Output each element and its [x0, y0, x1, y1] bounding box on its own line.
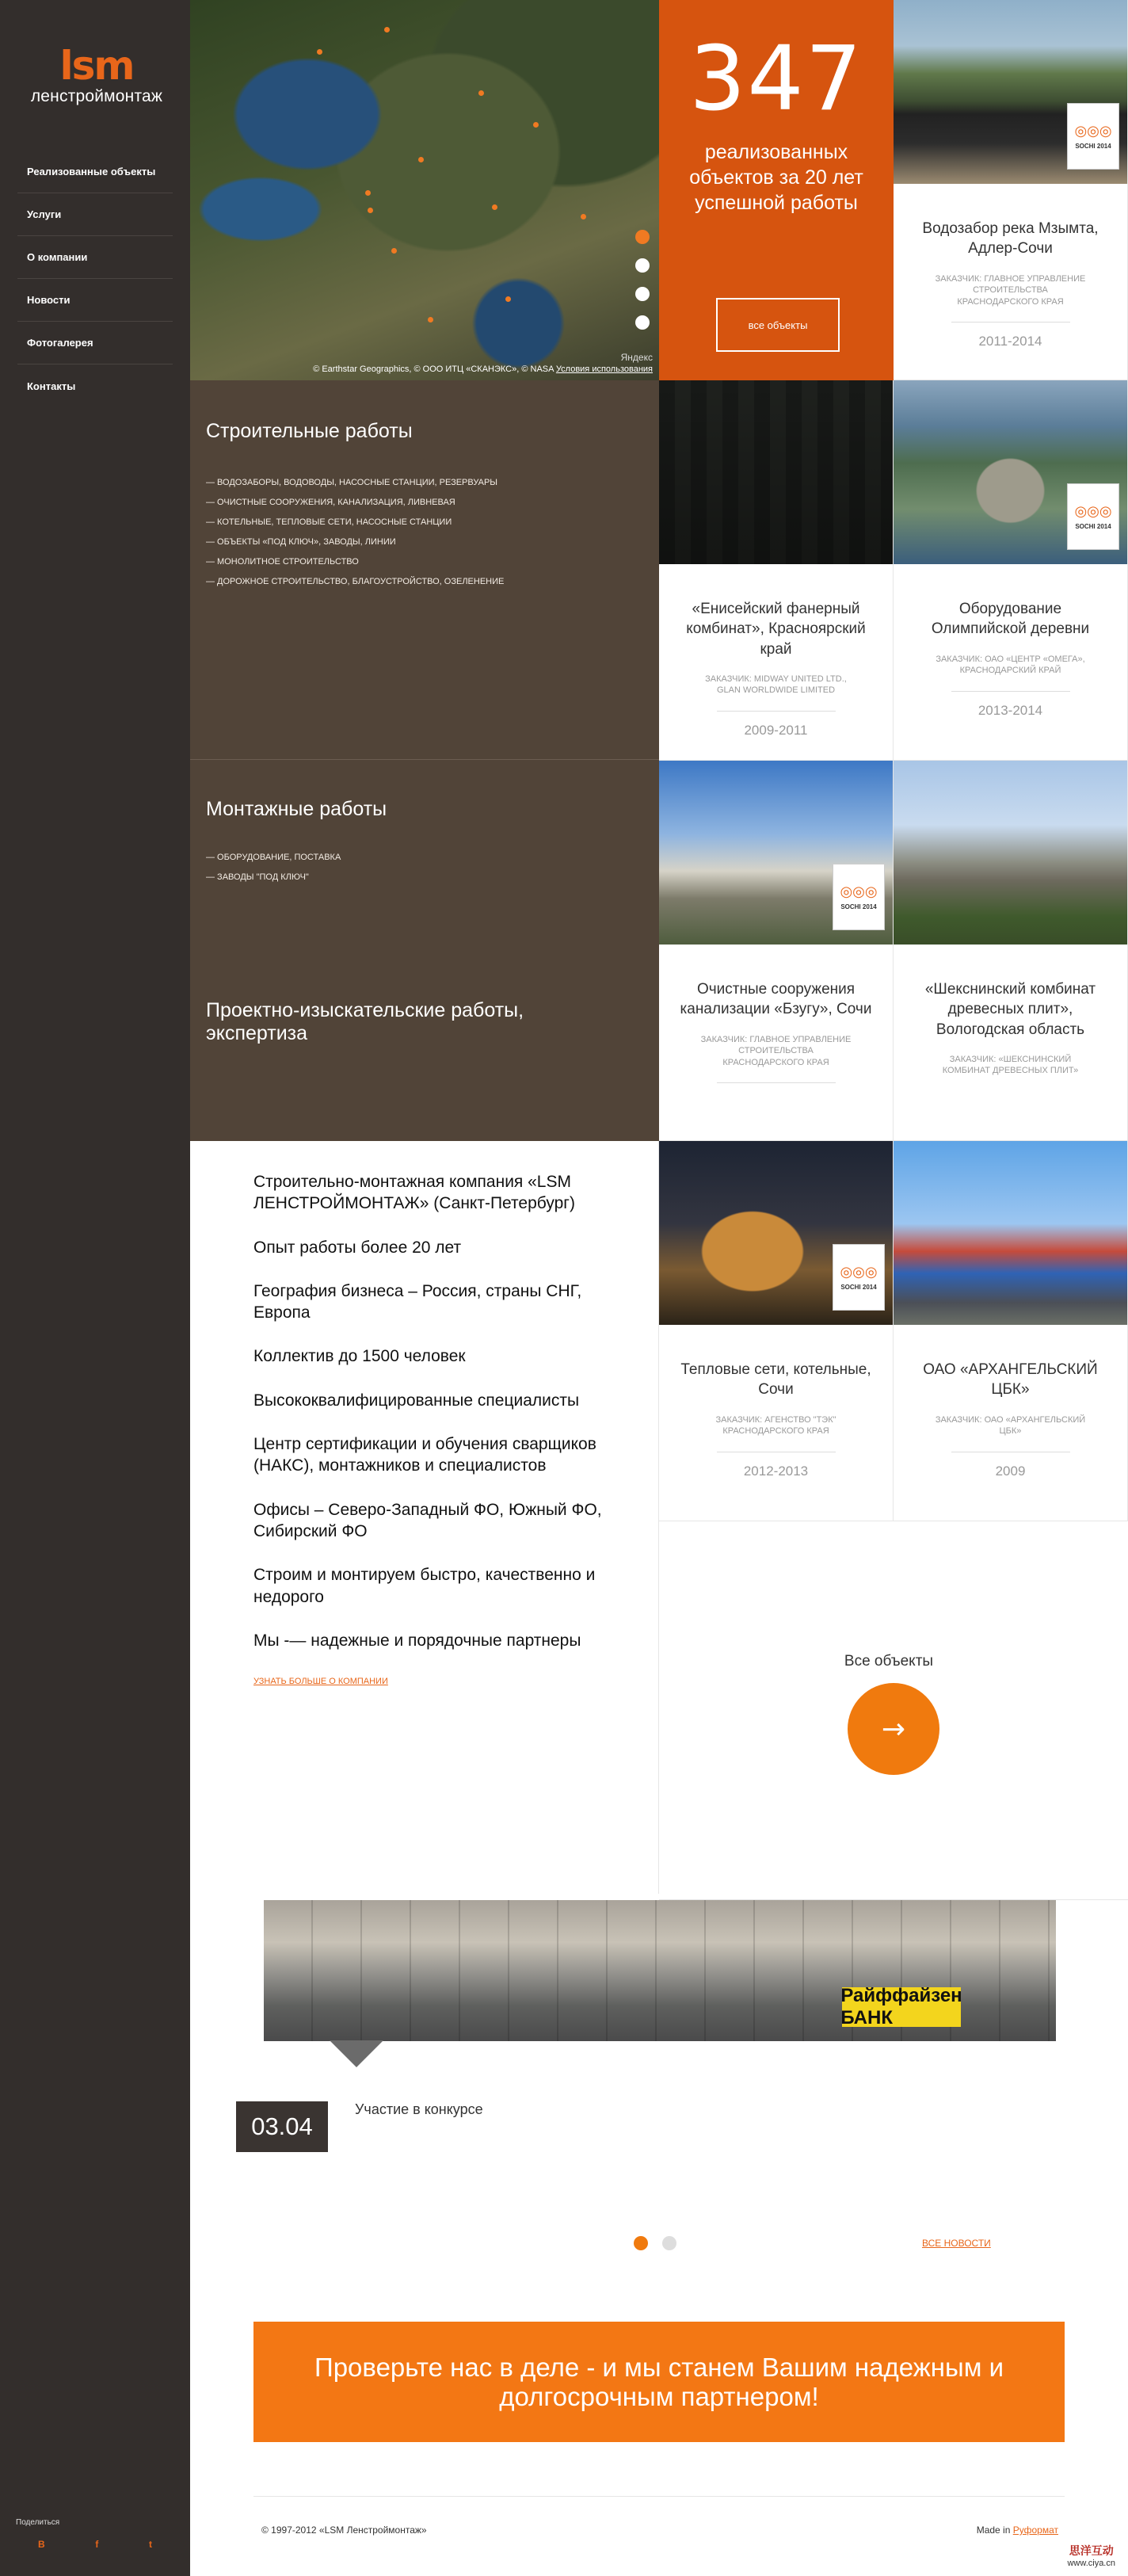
project-client: ЗАКАЗЧИК: ОАО «АРХАНГЕЛЬСКИЙ ЦБК» — [935, 1414, 1086, 1437]
about-paragraph: Центр сертификации и обучения сварщиков (НАКС), монтажников и специалистов — [253, 1435, 596, 1475]
project-card[interactable] — [894, 761, 1128, 1141]
slider-dot[interactable] — [635, 230, 650, 244]
nav-item-services[interactable] — [17, 193, 173, 236]
map-marker[interactable] — [317, 49, 322, 55]
watermark-text: 思洋互动 — [1069, 2544, 1114, 2557]
share-icons — [16, 2539, 174, 2550]
sochi-2014-logo — [833, 1244, 885, 1311]
counter-number: 347 — [689, 28, 863, 131]
projects-map[interactable] — [190, 0, 659, 380]
divider — [717, 711, 836, 712]
service-item: — ДОРОЖНОЕ СТРОИТЕЛЬСТВО, БЛАГОУСТРОЙСТВО, ОЗЕЛЕНЕНИЕ — [206, 577, 505, 586]
project-photo — [659, 1141, 893, 1325]
about-paragraph: Высококвалифицированные специалисты — [253, 1391, 580, 1410]
project-client: ЗАКАЗЧИК: «ШЕКСНИНСКИЙ КОМБИНАТ ДРЕВЕСНЫХ ПЛИТ» — [942, 1054, 1079, 1076]
project-photo — [894, 0, 1127, 184]
about-paragraph: Строительно-монтажная компания «LSM ЛЕНСТРОЙМОНТАЖ» (Санкт-Петербург) — [253, 1173, 575, 1213]
construction-services[interactable] — [190, 380, 659, 759]
made-in — [977, 2524, 1058, 2536]
project-title: «Енисейский фанерный комбинат», Красноярский край — [686, 601, 866, 658]
map-marker[interactable] — [533, 122, 539, 128]
about-paragraph: Мы -— надежные и порядочные партнеры — [253, 1631, 581, 1650]
map-marker[interactable] — [428, 317, 433, 322]
project-client: ЗАКАЗЧИК: ГЛАВНОЕ УПРАВЛЕНИЕ СТРОИТЕЛЬСТВА КРАСНОДАРСКОГО КРАЯ — [700, 1034, 852, 1067]
project-years: 2012-2013 — [743, 1463, 809, 1479]
sochi-badge-text: SOCHI 2014 — [1075, 142, 1111, 150]
service-list — [206, 848, 659, 887]
map-credit — [313, 364, 653, 374]
service-item: — ОБОРУДОВАНИЕ, ПОСТАВКА — [206, 853, 341, 862]
news-pagination — [634, 2236, 691, 2250]
project-title: Оборудование Олимпийской деревни — [931, 601, 1090, 638]
divider — [951, 691, 1070, 692]
news-pointer — [330, 2040, 383, 2067]
map-marker[interactable] — [368, 208, 373, 213]
project-years: 2011-2014 — [978, 334, 1042, 349]
about-paragraph: Опыт работы более 20 лет — [253, 1238, 462, 1257]
service-title: Монтажные работы — [206, 798, 387, 820]
news-dot[interactable] — [634, 2236, 648, 2250]
sochi-badge-text: SOCHI 2014 — [840, 1283, 877, 1291]
project-title: Тепловые сети, котельные, Сочи — [680, 1361, 871, 1399]
slider-dots — [635, 230, 654, 344]
sochi-badge-text: SOCHI 2014 — [840, 903, 877, 910]
nav-label: Фотогалерея — [27, 337, 93, 349]
cta-banner: Проверьте нас в деле - и мы станем Вашим надежным и долгосрочным партнером! — [253, 2322, 1065, 2442]
nav-label: Реализованные объекты — [27, 166, 156, 177]
project-client: ЗАКАЗЧИК: ГЛАВНОЕ УПРАВЛЕНИЕ СТРОИТЕЛЬСТВА КРАСНОДАРСКОГО КРАЯ — [935, 273, 1086, 307]
slider-dot[interactable] — [635, 315, 650, 330]
project-photo — [659, 761, 893, 945]
project-card[interactable] — [894, 380, 1128, 761]
project-client: ЗАКАЗЧИК: ОАО «ЦЕНТР «ОМЕГА», КРАСНОДАРСКИЙ КРАЙ — [936, 654, 1085, 676]
nav-label: Услуги — [27, 208, 62, 220]
map-marker[interactable] — [505, 296, 511, 302]
project-card[interactable] — [659, 1141, 894, 1521]
olympic-rings-icon: ◎◎◎ — [840, 883, 878, 899]
project-client: ЗАКАЗЧИК: MIDWAY UNITED LTD., GLAN WORLDWIDE LIMITED — [705, 674, 847, 696]
project-card[interactable] — [659, 380, 894, 761]
sidebar — [0, 0, 190, 2576]
sochi-2014-logo — [1067, 483, 1119, 550]
slider-dot[interactable] — [635, 258, 650, 273]
project-years: 2009 — [995, 1463, 1026, 1479]
counter-text: реализованных объектов за 20 лет успешной работы — [689, 141, 863, 214]
all-objects-button[interactable]: все объекты — [716, 298, 840, 352]
service-item: — ВОДОЗАБОРЫ, ВОДОВОДЫ, НАСОСНЫЕ СТАНЦИИ, РЕЗЕРВУАРЫ — [206, 478, 498, 487]
watermark — [1067, 2544, 1115, 2569]
divider — [717, 1082, 836, 1083]
map-brand: Яндекс — [620, 352, 653, 363]
olympic-rings-icon: ◎◎◎ — [1074, 502, 1112, 519]
nav-item-gallery[interactable] — [17, 322, 173, 364]
project-title: Очистные сооружения канализации «Бзугу», Сочи — [680, 981, 872, 1018]
project-client: ЗАКАЗЧИК: АГЕНСТВО "ТЭК" КРАСНОДАРСКОГО КРАЯ — [715, 1414, 836, 1437]
nav-item-contacts[interactable] — [17, 364, 173, 407]
project-title: «Шекснинский комбинат древесных плит», Вологодская область — [924, 981, 1096, 1038]
all-objects-label[interactable]: Все объекты — [844, 1653, 934, 1670]
map-marker[interactable] — [391, 248, 397, 254]
sochi-2014-logo — [833, 864, 885, 930]
project-title: ОАО «АРХАНГЕЛЬСКИЙ ЦБК» — [923, 1361, 1098, 1399]
divider — [253, 2496, 1065, 2497]
map-marker[interactable] — [478, 90, 484, 96]
about-paragraph: Офисы – Северо-Западный ФО, Южный ФО, Сибирский ФО — [253, 1500, 602, 1540]
map-credit-text: © Earthstar Geographics, © ООО ИТЦ «СКАНЭКС», © NASA — [313, 364, 554, 374]
service-list — [206, 473, 659, 592]
news-date: 03.04 — [236, 2101, 328, 2152]
map-terms-link[interactable]: Условия использования — [555, 364, 653, 374]
project-card[interactable] — [894, 0, 1128, 380]
olympic-rings-icon: ◎◎◎ — [840, 1263, 878, 1280]
about-paragraph: География бизнеса – Россия, страны СНГ, Европа — [253, 1281, 582, 1322]
map-marker[interactable] — [418, 157, 424, 162]
service-item: — КОТЕЛЬНЫЕ, ТЕПЛОВЫЕ СЕТИ, НАСОСНЫЕ СТАНЦИИ — [206, 517, 452, 527]
watermark-url: www.ciya.cn — [1067, 2559, 1115, 2569]
design-service-title[interactable]: Проектно-изыскательские работы, экспертиза — [206, 999, 524, 1044]
all-news-link[interactable]: ВСЕ НОВОСТИ — [922, 2238, 991, 2249]
sochi-2014-logo — [1067, 103, 1119, 170]
nav-label: Новости — [27, 294, 70, 306]
made-in-label: Made in — [976, 2524, 1011, 2536]
about-paragraph: Строим и монтируем быстро, качественно и недорого — [253, 1566, 596, 1606]
nav-item-news[interactable] — [17, 279, 173, 322]
logo[interactable] — [19, 43, 174, 106]
nav-label: Контакты — [27, 380, 76, 392]
map-marker[interactable] — [581, 214, 586, 219]
project-years: 2013-2014 — [977, 702, 1043, 718]
map-marker[interactable] — [492, 204, 497, 210]
map-marker[interactable] — [384, 27, 390, 32]
developer-link[interactable]: Руформат — [1012, 2524, 1058, 2536]
project-photo — [894, 1141, 1127, 1325]
share-label: Поделиться — [16, 2518, 60, 2527]
logo-mark: lsm — [59, 43, 134, 89]
project-photo — [894, 761, 1127, 945]
project-title: Водозабор река Мзымта, Адлер-Сочи — [922, 220, 1099, 258]
service-item: — ОБЪЕКТЫ «ПОД КЛЮЧ», ЗАВОДЫ, ЛИНИИ — [206, 537, 396, 547]
bank-sign: Райффайзен БАНК — [840, 1985, 962, 2028]
about-paragraph: Коллектив до 1500 человек — [253, 1347, 466, 1366]
project-years: 2009-2011 — [744, 723, 808, 738]
all-objects-block — [659, 1520, 1128, 1900]
about-company — [253, 1171, 610, 1688]
service-item: — ОЧИСТНЫЕ СООРУЖЕНИЯ, КАНАЛИЗАЦИЯ, ЛИВНЕВАЯ — [206, 498, 455, 507]
logo-name: ленстроймонтаж — [30, 87, 163, 105]
project-card[interactable] — [659, 761, 894, 1141]
news-photo[interactable] — [264, 1900, 1056, 2041]
map-marker[interactable] — [365, 190, 371, 196]
olympic-rings-icon: ◎◎◎ — [1074, 122, 1112, 139]
vk-share-icon[interactable]: B — [38, 2539, 45, 2550]
nav-item-objects[interactable] — [17, 151, 173, 193]
arrow-right-icon[interactable]: → — [848, 1683, 939, 1775]
project-card[interactable] — [894, 1141, 1128, 1521]
nav-label: О компании — [27, 251, 88, 263]
service-item: — ЗАВОДЫ "ПОД КЛЮЧ" — [206, 872, 309, 882]
twitter-share-icon[interactable]: t — [148, 2539, 152, 2550]
project-photo — [894, 380, 1127, 564]
about-more-link[interactable]: УЗНАТЬ БОЛЬШЕ О КОМПАНИИ — [253, 1677, 388, 1687]
copyright: © 1997-2012 «LSM Ленстроймонтаж» — [261, 2524, 427, 2536]
facebook-share-icon[interactable]: f — [95, 2539, 99, 2550]
news-dot[interactable] — [662, 2236, 676, 2250]
project-photo — [659, 380, 893, 564]
main-nav — [17, 151, 173, 407]
nav-item-about[interactable] — [17, 236, 173, 279]
sochi-badge-text: SOCHI 2014 — [1075, 522, 1111, 530]
projects-counter — [659, 0, 894, 380]
slider-dot[interactable] — [635, 287, 650, 301]
service-item: — МОНОЛИТНОЕ СТРОИТЕЛЬСТВО — [206, 557, 359, 567]
service-title: Строительные работы — [206, 420, 413, 442]
news-title[interactable]: Участие в конкурсе — [355, 2101, 483, 2117]
assembly-services[interactable] — [190, 760, 659, 1141]
